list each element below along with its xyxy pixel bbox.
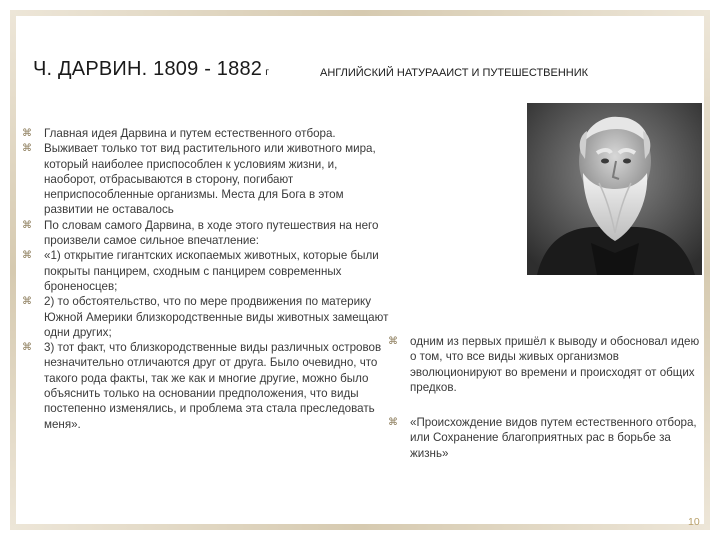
list-item: ⌘ По словам самого Дарвина, в ходе этого путешествия на него произвели самое сильное впечатление: (22, 218, 379, 248)
page-number: 10 (688, 516, 700, 528)
x-bullet-icon: ⌘ (388, 417, 398, 429)
x-bullet-icon: ⌘ (22, 128, 32, 139)
portrait-image (527, 103, 702, 275)
list-item: ⌘ «1) открытие гигантских ископаемых животных, которые были покрыты панцирем, сходным с панцирем современных броненосцев; (22, 249, 379, 293)
list-item: ⌘ 2) то обстоятельство, что по мере продвижения по материку Южной Америки близкородственные виды животных замещают одни других; (22, 295, 389, 339)
list-item: ⌘ Выживает только тот вид растительного или животного мира, который наиболее приспособлен к условиям жизни, и, наоборот, отбрасываются в сторону, погибают неприспособленные организмы. Места для Бога в этом развитии не оставалось (22, 142, 376, 217)
border-top (10, 10, 710, 16)
right-bullet-list (388, 334, 708, 481)
list-item: ⌘ 3) тот факт, что близкородственные виды различных островов незначительно отличаются друг от друга. Было очевидно, что такого рода факты, так же как и многие другие, можно было объяснить только на основании предположения, что виды постепенно изменялись, и проблема эта стала преследовать меня». (22, 341, 382, 431)
title-text: Ч. ДАРВИН. 1809 - 1882 (33, 58, 263, 80)
title-suffix: г (262, 66, 270, 78)
border-bottom (10, 524, 710, 530)
slide-title (33, 58, 269, 81)
list-item: ⌘ «Происхождение видов путем естественного отбора, или Сохранение благоприятных рас в борьбе за жизнь» (388, 416, 697, 460)
list-item: ⌘ Главная идея Дарвина и путем естественного отбора. (22, 127, 336, 140)
x-bullet-icon: ⌘ (22, 250, 32, 262)
slide-subtitle: АНГЛИЙСКИЙ НАТУРААИСТ И ПУТЕШЕСТВЕННИК (320, 67, 589, 79)
x-bullet-icon: ⌘ (22, 296, 32, 308)
x-bullet-icon: ⌘ (22, 143, 32, 155)
x-bullet-icon: ⌘ (22, 342, 32, 354)
border-left (10, 10, 16, 530)
x-bullet-icon: ⌘ (388, 336, 398, 347)
x-bullet-icon: ⌘ (22, 219, 32, 231)
list-item: ⌘ одним из первых пришёл к выводу и обосновал идею о том, что все виды живых организмов эволюционируют во времени и происходят от общих предков. (388, 335, 700, 394)
left-bullet-list (22, 126, 392, 432)
darwin-portrait (527, 103, 702, 275)
